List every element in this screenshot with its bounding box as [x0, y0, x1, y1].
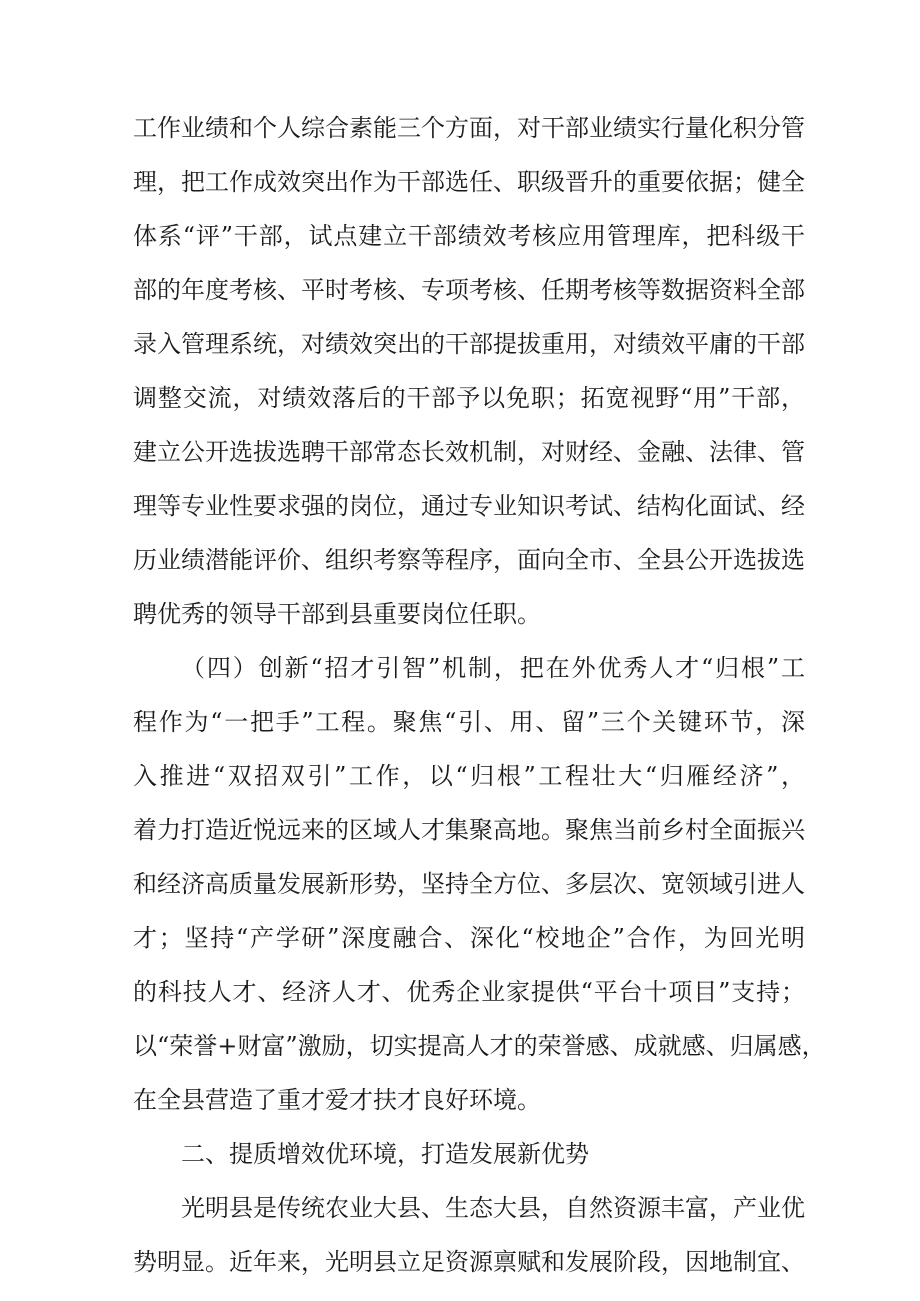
text-line: 和经济高质量发展新形势，坚持全方位、多层次、宽领域引进人	[133, 870, 805, 898]
text-line: 部的年度考核、平时考核、专项考核、任期考核等数据资料全部	[133, 276, 805, 304]
text-line: 在全县营造了重才爱才扶才良好环境。	[133, 1086, 541, 1114]
text-line: 以“荣誉+财富”激励，切实提高人才的荣誉感、成就感、归属感，	[133, 1032, 826, 1060]
text-line: 势明显。近年来，光明县立足资源禀赋和发展阶段，因地制宜、	[133, 1248, 805, 1276]
text-line: 调整交流，对绩效落后的干部予以免职；拓宽视野“用”干部，	[133, 384, 805, 412]
text-line: 光明县是传统农业大县、生态大县，自然资源丰富，产业优	[181, 1194, 805, 1222]
text-line: 体系“评”干部，试点建立干部绩效考核应用管理库，把科级干	[133, 222, 805, 250]
text-line: 聘优秀的领导干部到县重要岗位任职。	[133, 600, 541, 628]
text-line: 程作为“一把手”工程。聚焦“引、用、留”三个关键环节，深	[133, 708, 805, 736]
text-line: 理等专业性要求强的岗位，通过专业知识考试、结构化面试、经	[133, 492, 805, 520]
text-line: 理，把工作成效突出作为干部选任、职级晋升的重要依据；健全	[133, 168, 805, 196]
text-line: 录入管理系统，对绩效突出的干部提拔重用，对绩效平庸的干部	[133, 330, 805, 358]
text-line: 入推进“双招双引”工作，以“归根”工程壮大“归雁经济”，	[133, 762, 805, 790]
text-line: 历业绩潜能评价、组织考察等程序，面向全市、全县公开选拔选	[133, 546, 805, 574]
text-line: 才；坚持“产学研”深度融合、深化“校地企”合作，为回光明	[133, 924, 805, 952]
text-line: 的科技人才、经济人才、优秀企业家提供“平台十项目”支持；	[133, 978, 805, 1006]
text-line: （四）创新“招才引智”机制，把在外优秀人才“归根”工	[181, 654, 805, 682]
text-line: 建立公开选拔选聘干部常态长效机制，对财经、金融、法律、管	[133, 438, 805, 466]
section-heading: 二、提质增效优环境，打造发展新优势	[181, 1140, 589, 1168]
text-line: 工作业绩和个人综合素能三个方面，对干部业绩实行量化积分管	[133, 114, 805, 142]
text-line: 着力打造近悦远来的区域人才集聚高地。聚焦当前乡村全面振兴	[133, 816, 805, 844]
